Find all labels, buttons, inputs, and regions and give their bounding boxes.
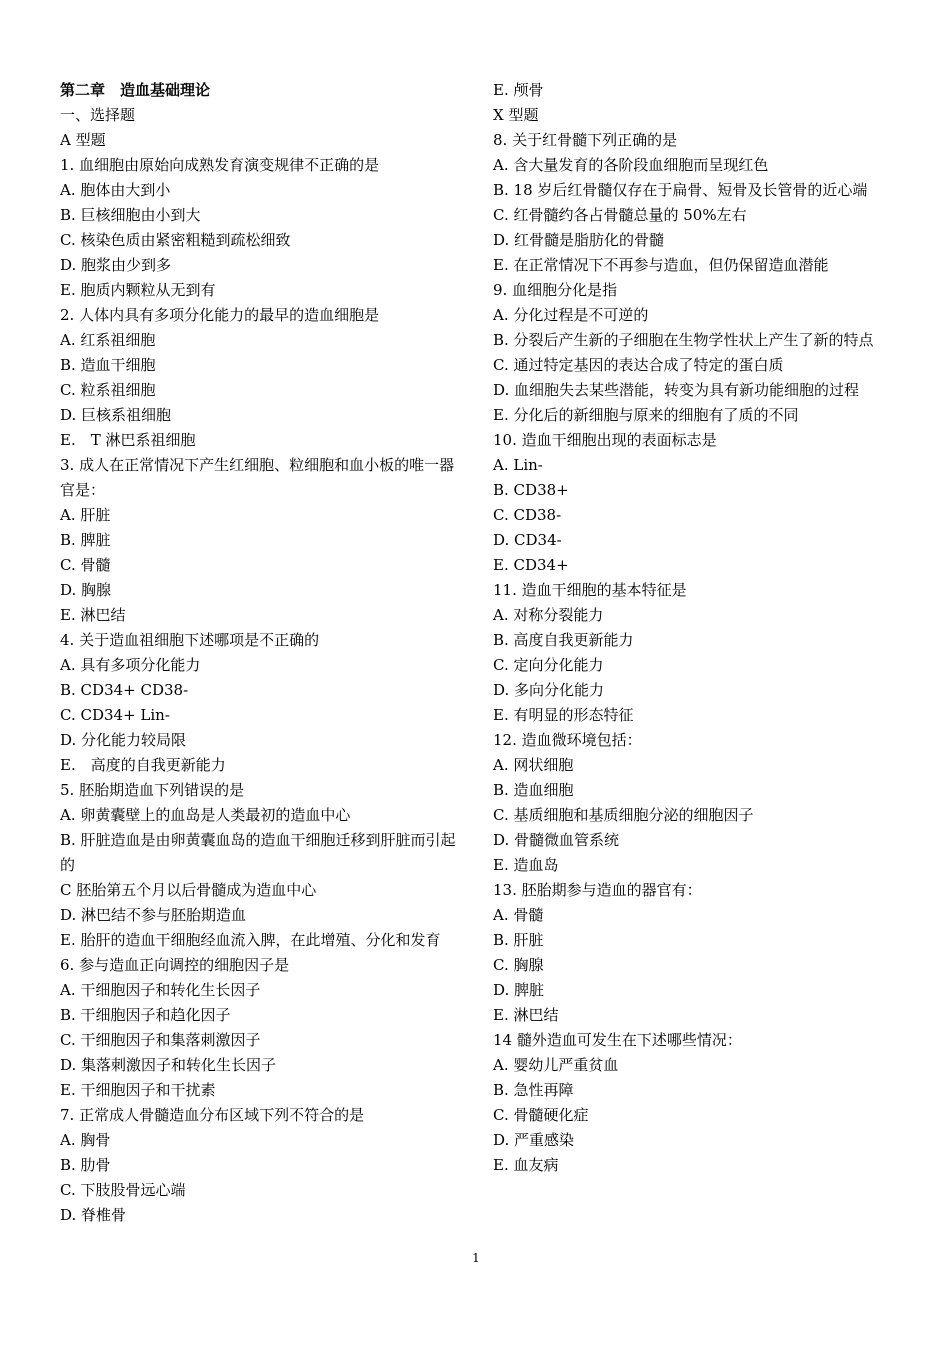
text-line: A. 婴幼儿严重贫血 <box>493 1056 619 1074</box>
text-line: 一、选择题 <box>60 106 136 124</box>
text-line: 4. 关于造血祖细胞下述哪项是不正确的 <box>60 631 320 649</box>
text-line: C. 下肢股骨远心端 <box>60 1181 186 1199</box>
text-line: B. 分裂后产生新的子细胞在生物学性状上产生了新的特点 <box>493 331 874 349</box>
text-line: A 型题 <box>60 131 106 149</box>
text-line: 7. 正常成人骨髓造血分布区域下列不符合的是 <box>60 1106 365 1124</box>
text-line: E. 颅骨 <box>493 81 544 99</box>
text-line: D. 分化能力较局限 <box>60 731 187 749</box>
text-line: C. 基质细胞和基质细胞分泌的细胞因子 <box>493 806 754 824</box>
text-line: C. 干细胞因子和集落刺激因子 <box>60 1031 261 1049</box>
text-line: D. 红骨髓是脂肪化的骨髓 <box>493 231 665 249</box>
text-line: C. CD34+ Lin- <box>60 706 170 724</box>
text-line: D. 胞浆由少到多 <box>60 256 172 274</box>
text-line: 12. 造血微环境包括： <box>493 731 642 749</box>
text-line: E. 有明显的形态特征 <box>493 706 634 724</box>
text-line: A. 具有多项分化能力 <box>60 656 201 674</box>
text-line: D. 巨核系祖细胞 <box>60 406 172 424</box>
page-number: 1 <box>472 1251 480 1265</box>
text-line: D. 胸腺 <box>60 581 112 599</box>
text-line: E. 血友病 <box>493 1156 559 1174</box>
text-line: A. 网状细胞 <box>493 756 574 774</box>
text-line: D. CD34- <box>493 531 562 549</box>
text-line: C. 粒系祖细胞 <box>60 381 156 399</box>
text-line: A. 骨髓 <box>493 906 544 924</box>
text-line: A. 卵黄囊壁上的血岛是人类最初的造血中心 <box>60 806 351 824</box>
text-line: A. 胞体由大到小 <box>60 181 171 199</box>
text-line: D. 脾脏 <box>493 981 545 999</box>
chapter-title: 第二章 造血基础理论 <box>60 81 211 99</box>
text-line: E. 高度的自我更新能力 <box>60 756 226 774</box>
text-line: 13. 胚胎期参与造血的器官有： <box>493 881 702 899</box>
text-line: B. 造血干细胞 <box>60 356 156 374</box>
text-line: B. 脾脏 <box>60 531 111 549</box>
left-column <box>60 78 465 1228</box>
text-line: B. 急性再障 <box>493 1081 574 1099</box>
text-line: X 型题 <box>493 106 539 124</box>
text-line: E. 淋巴结 <box>60 606 126 624</box>
text-line: C. 骨髓硬化症 <box>493 1106 589 1124</box>
text-line: E. 胞质内颗粒从无到有 <box>60 281 216 299</box>
text-line: A. 对称分裂能力 <box>493 606 604 624</box>
text-line: E. CD34+ <box>493 556 569 574</box>
text-line: A. 胸骨 <box>60 1131 111 1149</box>
text-line: B. 巨核细胞由小到大 <box>60 206 201 224</box>
text-line: C. 红骨髓约各占骨髓总量的 50%左右 <box>493 206 747 224</box>
text-line: A. 红系祖细胞 <box>60 331 156 349</box>
text-line: A. 肝脏 <box>60 506 111 524</box>
text-line: A. 干细胞因子和转化生长因子 <box>60 981 261 999</box>
text-line: C. 核染色质由紧密粗糙到疏松细致 <box>60 231 291 249</box>
text-line: D. 脊椎骨 <box>60 1206 127 1224</box>
text-line: A. 分化过程是不可逆的 <box>493 306 649 324</box>
text-line: D. 集落刺激因子和转化生长因子 <box>60 1056 277 1074</box>
text-line: 6. 参与造血正向调控的细胞因子是 <box>60 956 290 974</box>
text-line: C. 胸腺 <box>493 956 544 974</box>
text-line: 5. 胚胎期造血下列错误的是 <box>60 781 245 799</box>
text-line: B. 高度自我更新能力 <box>493 631 634 649</box>
text-line: 2. 人体内具有多项分化能力的最早的造血细胞是 <box>60 306 380 324</box>
text-line: C. 通过特定基因的表达合成了特定的蛋白质 <box>493 356 784 374</box>
text-line: E. 干细胞因子和干扰素 <box>60 1081 216 1099</box>
text-line: E. 淋巴结 <box>493 1006 559 1024</box>
text-line: E. 造血岛 <box>493 856 559 874</box>
text-line: D. 严重感染 <box>493 1131 575 1149</box>
text-line: 1. 血细胞由原始向成熟发育演变规律不正确的是 <box>60 156 380 174</box>
text-line: B. 18 岁后红骨髓仅存在于扁骨、短骨及长管骨的近心端 <box>493 181 868 199</box>
text-line: A. 含大量发育的各阶段血细胞而呈现红色 <box>493 156 769 174</box>
text-line: C 胚胎第五个月以后骨髓成为造血中心 <box>60 881 317 899</box>
text-line: B. CD38+ <box>493 481 569 499</box>
text-line: E. 分化后的新细胞与原来的细胞有了质的不同 <box>493 406 799 424</box>
text-line: B. 肋骨 <box>60 1156 111 1174</box>
text-line: C. CD38- <box>493 506 562 524</box>
text-line: B. CD34+ CD38- <box>60 681 189 699</box>
text-line: E. 在正常情况下不再参与造血，但仍保留造血潜能 <box>493 256 829 274</box>
text-line: B. 肝脏造血是由卵黄囊血岛的造血干细胞迁移到肝脏而引起的 <box>60 831 456 874</box>
text-line: B. 干细胞因子和趋化因子 <box>60 1006 231 1024</box>
text-line: 11. 造血干细胞的基本特征是 <box>493 581 687 599</box>
right-column <box>493 78 898 1178</box>
text-line: B. 造血细胞 <box>493 781 574 799</box>
text-line: 9. 血细胞分化是指 <box>493 281 618 299</box>
text-line: D. 血细胞失去某些潜能，转变为具有新功能细胞的过程 <box>493 381 860 399</box>
text-line: E. 胎肝的造血干细胞经血流入脾，在此增殖、分化和发育 <box>60 931 441 949</box>
text-line: 10. 造血干细胞出现的表面标志是 <box>493 431 717 449</box>
text-line: D. 骨髓微血管系统 <box>493 831 620 849</box>
text-line: C. 骨髓 <box>60 556 111 574</box>
text-line: 14 髓外造血可发生在下述哪些情况： <box>493 1031 742 1049</box>
text-line: E. T 淋巴系祖细胞 <box>60 431 196 449</box>
text-line: 3. 成人在正常情况下产生红细胞、粒细胞和血小板的唯一器官是： <box>60 456 455 499</box>
text-line: C. 定向分化能力 <box>493 656 604 674</box>
text-line: D. 淋巴结不参与胚胎期造血 <box>60 906 247 924</box>
text-line: 8. 关于红骨髓下列正确的是 <box>493 131 678 149</box>
text-line: D. 多向分化能力 <box>493 681 605 699</box>
text-line: B. 肝脏 <box>493 931 544 949</box>
text-line: A. Lin- <box>493 456 543 474</box>
